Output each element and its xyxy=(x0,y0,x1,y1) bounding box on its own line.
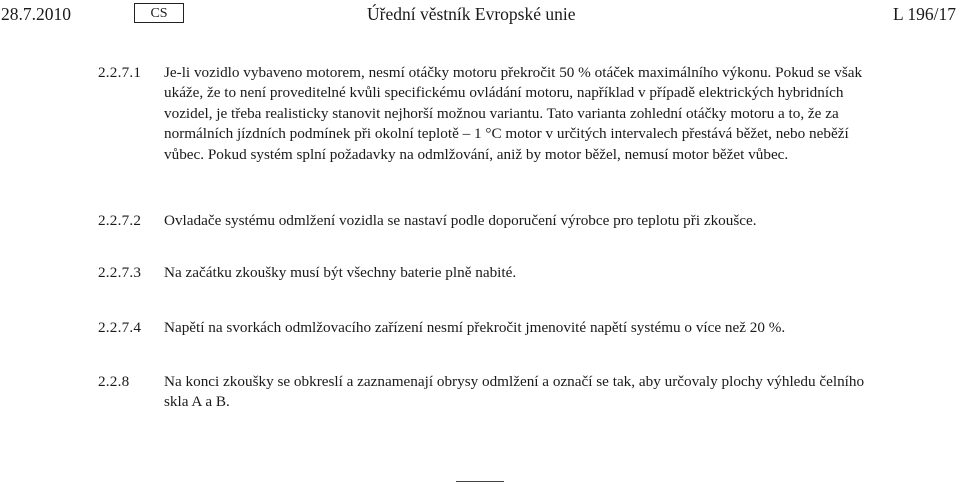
section-number: 2.2.7.2 xyxy=(98,212,142,229)
section-text: Napětí na svorkách odmlžovacího zařízení nesmí překročit jmenovité napětí systému o více než 20 %. xyxy=(164,319,786,336)
section-text: Ovladače systému odmlžení vozidla se nastaví podle doporučení výrobce pro teplotu při zkoušce. xyxy=(164,212,757,229)
journal-title: Úřední věstník Evropské unie xyxy=(367,4,576,24)
page-reference: L 196/17 xyxy=(892,4,956,24)
footer-divider xyxy=(456,481,504,482)
publication-date: 28.7.2010 xyxy=(1,4,71,24)
section-text: Je-li vozidlo vybaveno motorem, nesmí otáčky motoru překročit 50 % otáček maximálního výkonu. Pokud se však ukáže, že to není proveditelné kvůli specifickému ovládání motoru, například v případě elektrických hybridních vozidel, je třeba realisticky stanovit nejhorší možnou variantu. Tato varianta zohlední otáčky motoru a to, že za normálních jízdních podmínek při okolní teplotě – 1 °C motor v určitých intervalech přestává běžet, nebo neběží vůbec. Pokud systém splní požadavky na odmlžování, aniž by motor běžel, nemusí motor běžet vůbec. xyxy=(164,64,863,163)
section-number: 2.2.7.3 xyxy=(98,264,142,281)
section-number: 2.2.7.1 xyxy=(98,64,142,81)
section-number: 2.2.8 xyxy=(98,373,130,390)
page-header xyxy=(0,2,960,26)
section-text: Na konci zkoušky se obkreslí a zaznamenají obrysy odmlžení a označí se tak, aby určovaly plochy výhledu čelního skla A a B. xyxy=(164,373,865,411)
section-text: Na začátku zkoušky musí být všechny baterie plně nabité. xyxy=(164,264,517,281)
section-number: 2.2.7.4 xyxy=(98,319,142,336)
language-badge: CS xyxy=(134,3,184,23)
